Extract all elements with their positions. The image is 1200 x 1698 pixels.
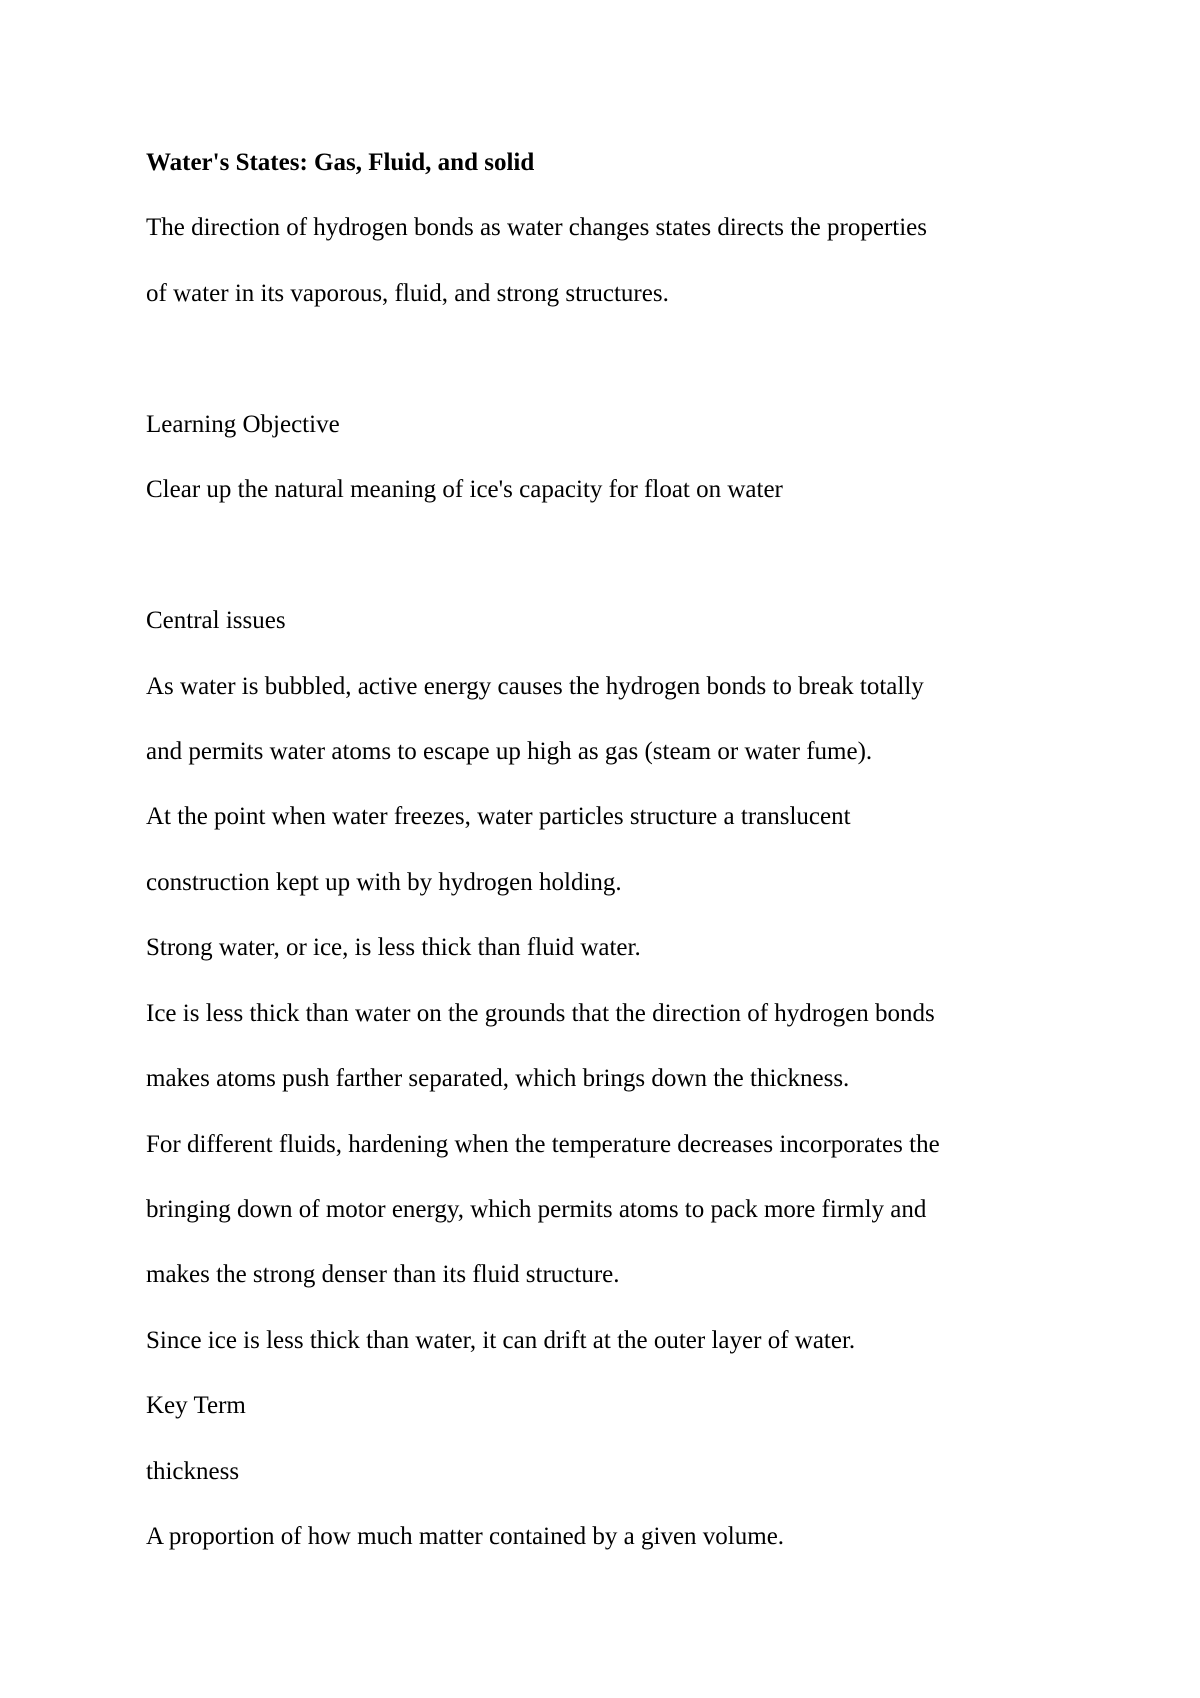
- issue-1-line-1: As water is bubbled, active energy causes the hydrogen bonds to break totally: [146, 673, 924, 700]
- issue-1-line-2: and permits water atoms to escape up high as gas (steam or water fume).: [146, 738, 873, 765]
- issue-6: Since ice is less thick than water, it can drift at the outer layer of water.: [146, 1327, 856, 1354]
- central-issues-heading: Central issues: [146, 607, 286, 634]
- issue-3: Strong water, or ice, is less thick than fluid water.: [146, 934, 641, 961]
- intro-line-2: of water in its vaporous, fluid, and strong structures.: [146, 280, 669, 307]
- intro-line-1: The direction of hydrogen bonds as water changes states directs the properties: [146, 214, 927, 241]
- key-term-heading: Key Term: [146, 1392, 246, 1419]
- document-title: Water's States: Gas, Fluid, and solid: [146, 149, 535, 176]
- key-term-definition: A proportion of how much matter contained by a given volume.: [146, 1523, 785, 1550]
- learning-objective-heading: Learning Objective: [146, 411, 340, 438]
- learning-objective-text: Clear up the natural meaning of ice's capacity for float on water: [146, 476, 783, 503]
- issue-4-line-1: Ice is less thick than water on the grounds that the direction of hydrogen bonds: [146, 1000, 935, 1027]
- issue-5-line-3: makes the strong denser than its fluid structure.: [146, 1261, 620, 1288]
- key-term-word: thickness: [146, 1458, 240, 1485]
- issue-2-line-1: At the point when water freezes, water particles structure a translucent: [146, 803, 851, 830]
- issue-4-line-2: makes atoms push farther separated, which brings down the thickness.: [146, 1065, 850, 1092]
- issue-5-line-2: bringing down of motor energy, which permits atoms to pack more firmly and: [146, 1196, 927, 1223]
- issue-5-line-1: For different fluids, hardening when the temperature decreases incorporates the: [146, 1131, 940, 1158]
- issue-2-line-2: construction kept up with by hydrogen holding.: [146, 869, 622, 896]
